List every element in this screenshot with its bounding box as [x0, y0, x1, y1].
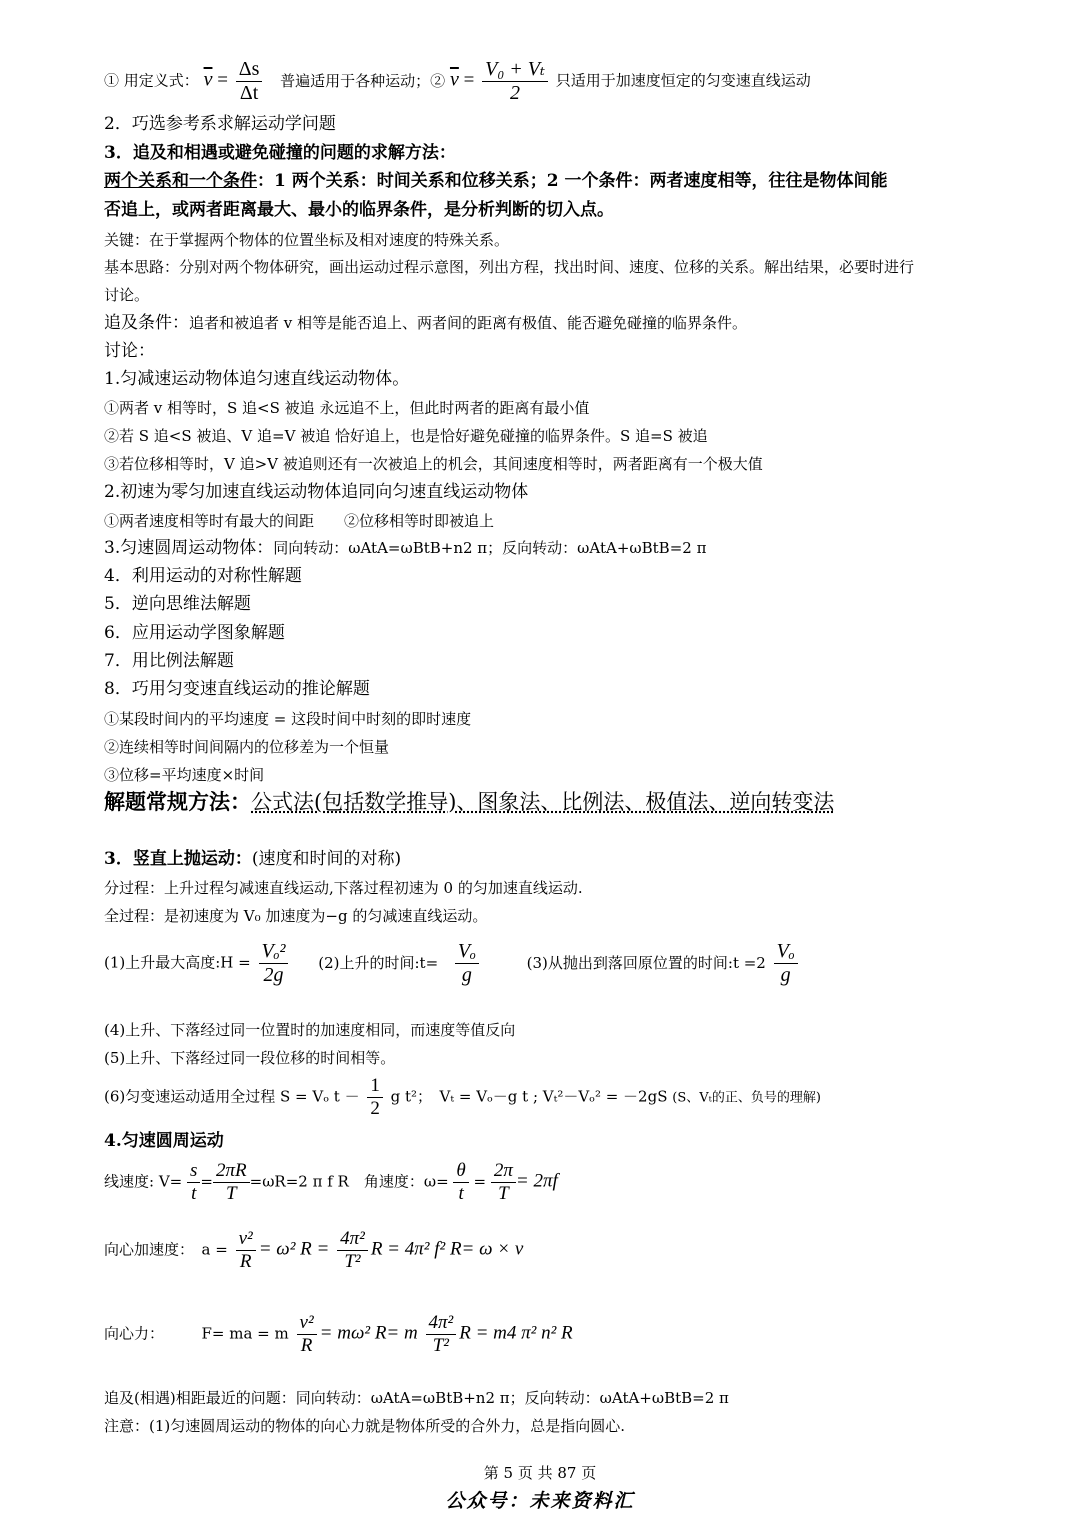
item-6: 6．应用运动学图象解题 [104, 623, 285, 643]
denominator: T² [344, 1250, 361, 1272]
circular-motion-heading: 4.匀速圆周运动 [104, 1131, 224, 1151]
relation-rest: ：1 两个关系：时间关系和位移关系；2 一个条件：两者速度相等，往往是物体间能 [257, 171, 888, 191]
condition-label: 追及条件： [104, 313, 189, 333]
method-list: 公式法(包括数学推导)、图象法、比例法、极值法、逆向转变法 [251, 790, 835, 814]
denominator: 2 [510, 82, 521, 104]
case-3 [104, 539, 706, 559]
s-over-t [187, 1160, 200, 1205]
vertical-throw-title: 3．竖直上抛运动： [104, 849, 252, 869]
centripetal-force-line [104, 1312, 573, 1357]
numerator: 4π² [337, 1228, 368, 1251]
closest-approach-line: 追及(相遇)相距最近的问题：同向转动：ωAtA=ωBtB+n2 π；反向转动：ωAtA+ωBtB=2 π [104, 1389, 729, 1407]
numerator: v² [236, 1228, 256, 1251]
method-summary [104, 790, 834, 814]
numerator: Vₒ² [259, 940, 289, 964]
case-2-points: ①两者速度相等时有最大的间距 ②位移相等时即被追上 [104, 512, 495, 530]
corollary-2: ②连续相等时间间隔内的位移差为一个恒量 [104, 738, 390, 756]
sign-note: (S、Vₜ的正、负号的理解) [672, 1090, 821, 1106]
denominator: t [458, 1182, 464, 1204]
4pi2-over-T2 [337, 1228, 368, 1273]
rise-time-label: (2)上升的时间:t= [318, 953, 439, 972]
denominator: t [191, 1182, 197, 1204]
centripetal-accel-line [104, 1228, 523, 1273]
linear-velocity-line: 线速度: V= $\frac{s}{t}$ = $\frac{2\pi R}{T}$ =ωR=2 π f R 角速度：ω= $\frac{\theta}{t}$ = $\frac{2\pi}{T}$ = 2πf [104, 1160, 558, 1204]
item-2: 2．巧选参考系求解运动学问题 [104, 114, 336, 134]
theta-over-t [453, 1160, 468, 1205]
denominator: 2g [263, 964, 284, 986]
2piR-over-T [213, 1160, 250, 1205]
numerator: Vₒ [455, 940, 479, 964]
numerator: v² [297, 1312, 317, 1335]
numerator: V₀ + Vₜ [482, 58, 548, 82]
numerator: Vₒ [774, 940, 798, 964]
page-number: 第 5 页 共 87 页 [483, 1464, 597, 1482]
whole-process: 全过程：是初速度为 V₀ 加速度为−g 的匀减速直线运动。 [104, 907, 488, 925]
force-v2-over-R [297, 1312, 317, 1357]
relation-line-2: 否追上，或两者距离最大、最小的临界条件，是分析判断的切入点。 [104, 200, 614, 220]
definition-formula-line [104, 58, 811, 105]
item-4: 4．利用运动的对称性解题 [104, 566, 302, 586]
denominator: T [226, 1182, 237, 1204]
numerator: 4π² [426, 1312, 457, 1335]
case-2: 2.初速为零匀加速直线运动物体追同向匀速直线运动物体 [104, 482, 529, 502]
point-4: (4)上升、下落经过同一位置时的加速度相同，而速度等值反向 [104, 1021, 516, 1039]
centripetal-accel-label: 向心加速度： a = [104, 1240, 228, 1259]
average-velocity-fraction [482, 58, 548, 105]
case-1: 1.匀减速运动物体追匀速直线运动物体。 [104, 369, 410, 389]
method-label: 解题常规方法： [104, 789, 251, 814]
point-5: (5)上升、下落经过同一段位移的时间相等。 [104, 1049, 396, 1067]
relation-line [104, 172, 888, 192]
v2-over-R [236, 1228, 256, 1273]
case-1-b: ②若 S 追<S 被追、V 追=V 被追 恰好追上，也是恰好避免碰撞的临界条件。S 追=S 被追 [104, 427, 708, 445]
return-time-label: (3)从抛出到落回原位置的时间:t =2 [526, 953, 766, 972]
accel-rest: R = 4π² f² R= ω × v [370, 1238, 524, 1260]
denominator: 2 [370, 1097, 380, 1119]
linear-velocity-label: 线速度: V= [104, 1172, 183, 1191]
vertical-throw-heading [104, 850, 401, 870]
omega2R: = ω² R = [258, 1238, 330, 1260]
key-line: 关键：在于掌握两个物体的位置坐标及相对速度的特殊关系。 [104, 231, 510, 249]
equals-sign: = [217, 69, 228, 91]
displacement-formula: (6)匀变速运动适用全过程 S = Vₒ t － [104, 1087, 360, 1106]
corollary-3: ③位移=平均速度×时间 [104, 766, 265, 784]
numerator: 2π [491, 1160, 516, 1183]
numerator: s [187, 1160, 200, 1183]
vertical-throw-note: (速度和时间的对称) [251, 849, 402, 869]
uniform-accel-note: 只适用于加速度恒定的匀变速直线运动 [555, 71, 811, 90]
denominator: Δt [239, 82, 259, 104]
equals-sign-2: = [463, 69, 475, 91]
denominator: T [498, 1182, 509, 1204]
max-height-fraction [259, 940, 289, 987]
centripetal-force-label: 向心力： F= ma = m [104, 1324, 289, 1343]
item-8: 8．巧用匀变速直线运动的推论解题 [104, 679, 370, 699]
thinking-line-2: 讨论。 [104, 286, 150, 304]
denominator: g [780, 964, 791, 986]
vertical-formulas [104, 940, 801, 987]
case-3-text: 同向转动：ωAtA=ωBtB+n2 π；反向转动：ωAtA+ωBtB=2 π [273, 539, 707, 557]
sub-process: 分过程：上升过程匀减速直线运动,下落过程初速为 0 的匀加速直线运动. [104, 879, 583, 897]
item-7: 7．用比例法解题 [104, 651, 234, 671]
condition-line [104, 314, 747, 334]
v-bar: $\overline{v}$ [203, 68, 213, 91]
denominator: T² [432, 1334, 449, 1356]
velocity-formula: g t²； Vₜ = Vₒ－g t ; Vₜ²－Vₒ² = －2gS [390, 1087, 668, 1106]
denominator: R [300, 1334, 313, 1356]
note-line: 注意：(1)匀速圆周运动的物体的向心力就是物体所受的合外力，总是指向圆心. [104, 1417, 626, 1435]
angular-velocity-label: =ωR=2 π f R 角速度：ω= [249, 1172, 449, 1191]
return-time-fraction [774, 940, 798, 987]
thinking-line: 基本思路：分别对两个物体研究，画出运动过程示意图，列出方程，找出时间、速度、位移的关系。解出结果，必要时进行 [104, 258, 915, 276]
denominator: R [239, 1250, 252, 1272]
v-bar-2: $\overline{v}$ [449, 68, 459, 91]
item-5: 5．逆向思维法解题 [104, 594, 251, 614]
denominator: g [461, 964, 472, 986]
condition-text: 追者和被追者 v 相等是能否追上、两者间的距离有极值、能否避免碰撞的临界条件。 [189, 314, 748, 332]
rise-time-fraction [455, 940, 479, 987]
numerator: 2πR [213, 1160, 250, 1183]
discussion-label: 讨论： [104, 341, 155, 361]
max-height-label: (1)上升最大高度:H = [104, 953, 251, 972]
force-rest: R = m4 π² n² R [459, 1322, 573, 1344]
2pif: = 2πf [515, 1170, 558, 1192]
2pi-over-T [491, 1160, 516, 1205]
force-4pi2-over-T2 [426, 1312, 457, 1357]
m-omega2R: = mω² R= m [319, 1322, 418, 1344]
definition-label: ① 用定义式： [104, 71, 199, 90]
relation-underlined: 两个关系和一个条件 [104, 171, 257, 191]
heading-3: 3．追及和相遇或避免碰撞的问题的求解方法： [104, 143, 456, 163]
numerator: Δs [236, 58, 263, 82]
case-1-c: ③若位移相等时，V 追>V 被追则还有一次被追上的机会，其间速度相等时，两者距离有一个极大值 [104, 455, 763, 473]
numerator: θ [453, 1160, 468, 1183]
half-fraction [367, 1075, 383, 1120]
case-3-label: 3.匀速圆周运动物体： [104, 538, 274, 558]
case-1-a: ①两者 v 相等时，S 追<S 被追 永远追不上，但此时两者的距离有最小值 [104, 399, 590, 417]
general-note: 普遍适用于各种运动；② [280, 71, 446, 90]
ds-dt-fraction [236, 58, 263, 105]
numerator: 1 [367, 1075, 383, 1098]
point-6 [104, 1075, 821, 1120]
corollary-1: ①某段时间内的平均速度 = 这段时间中时刻的即时速度 [104, 710, 472, 728]
brand-footer: 公众号：未来资料汇 [445, 1490, 635, 1512]
